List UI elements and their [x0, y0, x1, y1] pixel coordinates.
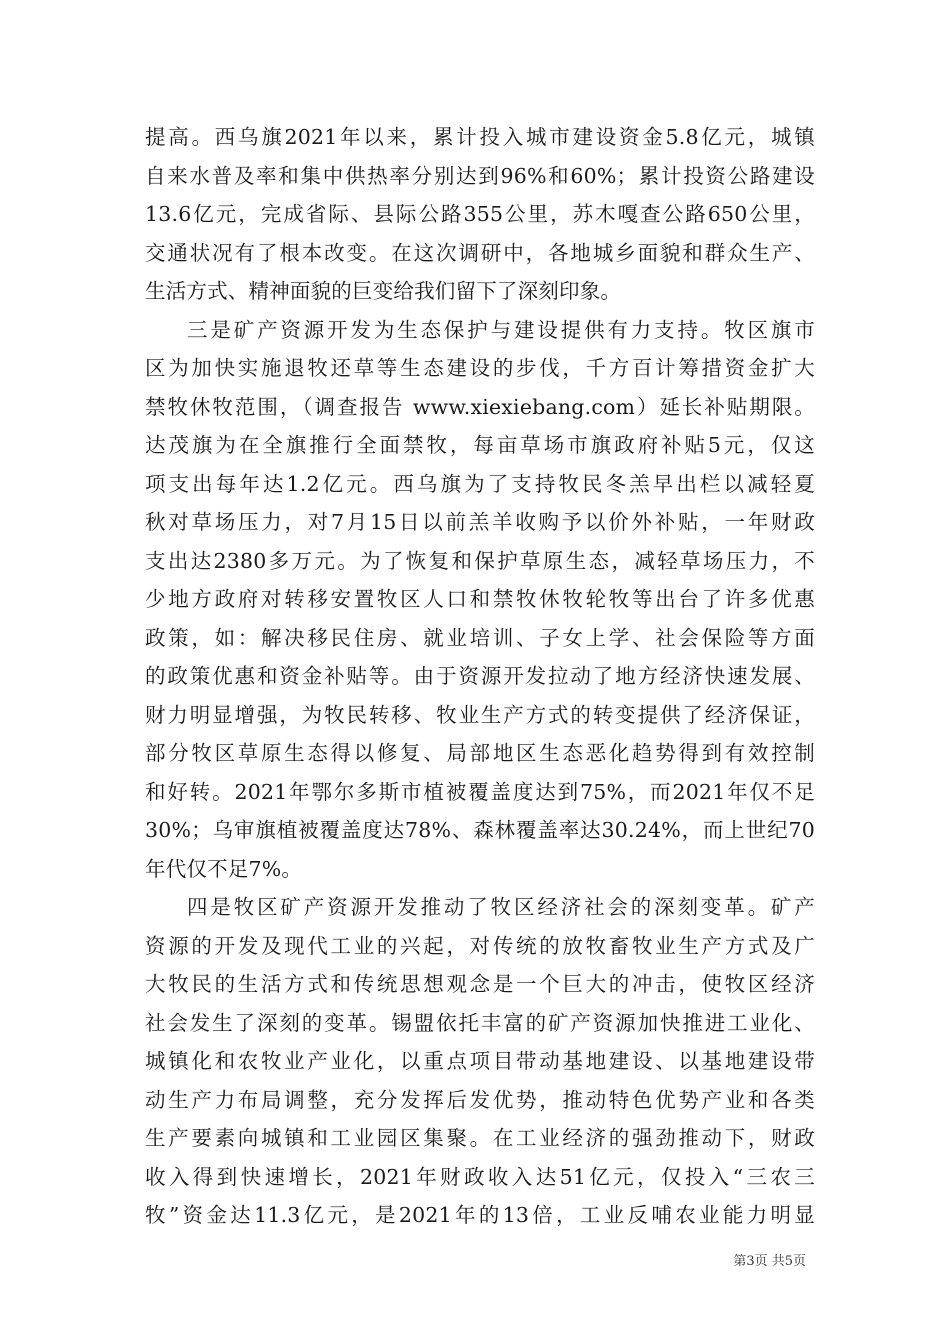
- text-line: 生产要素向城镇和工业园区集聚。在工业经济的强劲推动下，财政: [145, 1126, 815, 1150]
- text-line: 自来水普及率和集中供热率分别达到96%和60%；累计投资公路建设: [145, 163, 815, 188]
- text-line: 牧”资金达11.3亿元，是2021年的13倍，工业反哺农业能力明显: [145, 1203, 815, 1227]
- text-line: 动生产力布局调整，充分发挥后发优势，推动特色优势产业和各类: [145, 1087, 815, 1112]
- text-line: 秋对草场压力，对7月15日以前羔羊收购予以价外补贴，一年财政: [145, 510, 815, 534]
- text-line: 大牧民的生活方式和传统思想观念是一个巨大的冲击，使牧区经济: [145, 972, 815, 996]
- text-line: 收入得到快速增长，2021年财政收入达51亿元，仅投入“三农三: [145, 1164, 815, 1189]
- text-line: 城镇化和农牧业产业化，以重点项目带动基地建设、以基地建设带: [145, 1049, 815, 1073]
- text-line: 禁牧休牧范围，（调查报告 www.xiexiebang.com）延长补贴期限。: [145, 394, 815, 419]
- text-line: 区为加快实施退牧还草等生态建设的步伐，千方百计筹措资金扩大: [145, 356, 815, 380]
- text-line: 部分牧区草原生态得以修复、局部地区生态恶化趋势得到有效控制: [145, 741, 815, 765]
- body-text: [145, 118, 815, 1235]
- paragraph-first-line: 四是牧区矿产资源开发推动了牧区经济社会的深刻变革。矿产: [187, 895, 815, 919]
- text-line: 社会发生了深刻的变革。锡盟依托丰富的矿产资源加快推进工业化、: [145, 1010, 815, 1035]
- text-line: 年代仅不足7%。: [145, 856, 303, 881]
- text-line: 13.6亿元，完成省际、县际公路355公里，苏木嘎查公路650公里，: [145, 202, 815, 226]
- text-line: 支出达2380多万元。为了恢复和保护草原生态，减轻草场压力，不: [145, 548, 815, 573]
- text-line: 政策，如：解决移民住房、就业培训、子女上学、社会保险等方面: [145, 625, 815, 650]
- text-line: 达茂旗为在全旗推行全面禁牧，每亩草场市旗政府补贴5元，仅这: [145, 433, 815, 457]
- text-line: 少地方政府对转移安置牧区人口和禁牧休牧轮牧等出台了许多优惠: [145, 587, 815, 611]
- text-line: 和好转。2021年鄂尔多斯市植被覆盖度达到75%，而2021年仅不足: [145, 779, 815, 804]
- text-line: 资源的开发及现代工业的兴起，对传统的放牧畜牧业生产方式及广: [145, 933, 815, 958]
- text-line: 的政策优惠和资金补贴等。由于资源开发拉动了地方经济快速发展、: [145, 664, 815, 688]
- text-line: 交通状况有了根本改变。在这次调研中，各地城乡面貌和群众生产、: [145, 240, 815, 265]
- text-line: 30%；乌审旗植被覆盖度达78%、森林覆盖率达30.24%，而上世纪70: [145, 818, 815, 842]
- paragraph-first-line: 三是矿产资源开发为生态保护与建设提供有力支持。牧区旗市: [187, 317, 815, 342]
- page-number: 第3页 共5页: [733, 1254, 806, 1269]
- text-line: 提高。西乌旗2021年以来，累计投入城市建设资金5.8亿元，城镇: [145, 125, 815, 149]
- text-line: 财力明显增强，为牧民转移、牧业生产方式的转变提供了经济保证，: [145, 702, 815, 727]
- text-line: 生活方式、精神面貌的巨变给我们留下了深刻印象。: [145, 279, 622, 303]
- text-line: 项支出每年达1.2亿元。西乌旗为了支持牧民冬羔早出栏以减轻夏: [145, 471, 815, 496]
